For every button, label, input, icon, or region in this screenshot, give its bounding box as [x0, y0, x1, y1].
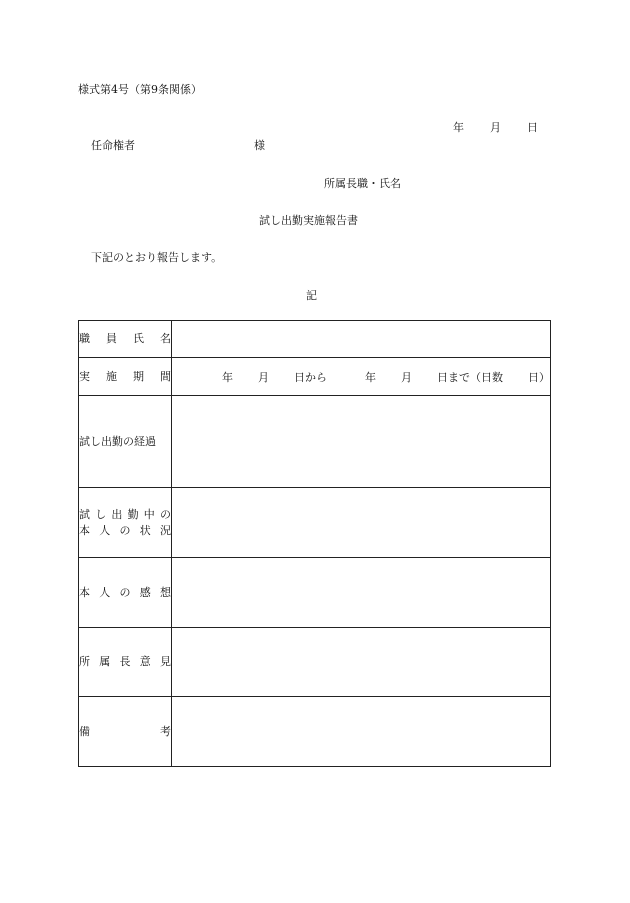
label-char: 感	[139, 585, 151, 599]
label-char: 本	[79, 523, 90, 537]
period-text: 年	[365, 370, 376, 384]
date-day: 日	[527, 121, 538, 134]
table-row	[79, 358, 551, 396]
label-char: 長	[119, 655, 131, 668]
label-char: 期	[133, 369, 144, 383]
ki-heading: 記	[306, 289, 317, 302]
label-char: し	[95, 507, 107, 521]
date-line	[453, 119, 538, 135]
progress-field[interactable]	[172, 396, 551, 488]
label-char: 勤	[127, 507, 139, 521]
remarks-label	[79, 697, 172, 767]
chief-opinion-label	[79, 628, 172, 697]
document-title: 試し出勤実施報告書	[259, 214, 358, 227]
label-char: 備	[79, 724, 90, 738]
date-month: 月	[490, 121, 501, 134]
honorific: 様	[254, 139, 265, 152]
staff-name-field[interactable]	[172, 321, 551, 358]
form-number: 様式第4号（第9条関係）	[78, 83, 202, 96]
appointer: 任命権者	[91, 139, 135, 152]
label-text: 試し出勤の経過	[79, 434, 156, 448]
remarks-field[interactable]	[172, 697, 551, 767]
label-char: の	[119, 523, 131, 537]
table-row	[79, 321, 551, 358]
label-char: の	[119, 585, 131, 599]
impression-field[interactable]	[172, 558, 551, 628]
label-char: 況	[160, 523, 171, 537]
label-char: 所	[79, 655, 90, 668]
period-text: 日まで（日数	[437, 370, 503, 384]
label-char: 施	[106, 369, 117, 383]
table-row	[79, 628, 551, 697]
condition-label	[79, 488, 172, 558]
label-char: の	[159, 507, 171, 521]
label-char: 本	[79, 585, 90, 599]
label-char: 考	[160, 724, 171, 738]
period-field[interactable]	[172, 358, 551, 396]
period-label	[79, 358, 172, 396]
period-text: 年	[222, 370, 233, 384]
period-text: 月	[401, 370, 412, 384]
chief-name: 所属長職・氏名	[324, 177, 401, 190]
label-char: 想	[160, 585, 171, 599]
table-row	[79, 488, 551, 558]
condition-field[interactable]	[172, 488, 551, 558]
label-char: 名	[160, 332, 171, 345]
label-char: 氏	[133, 332, 144, 345]
label-char: 出	[111, 507, 123, 521]
label-char: 属	[99, 655, 111, 668]
staff-name-label	[79, 321, 172, 358]
period-text: 日から	[294, 370, 327, 384]
label-char: 中	[143, 507, 155, 521]
label-char: 試	[79, 507, 90, 521]
report-table	[78, 320, 551, 767]
period-text: 日）	[528, 370, 550, 384]
label-char: 実	[79, 369, 90, 383]
label-char: 状	[139, 523, 151, 537]
intro-text: 下記のとおり報告します。	[91, 251, 223, 264]
label-char: 人	[99, 585, 111, 599]
period-text: 月	[258, 370, 269, 384]
table-row	[79, 697, 551, 767]
label-char: 見	[160, 655, 171, 668]
label-char: 間	[160, 369, 171, 383]
date-year: 年	[453, 121, 464, 134]
chief-opinion-field[interactable]	[172, 628, 551, 697]
label-char: 職	[79, 332, 90, 345]
label-char: 員	[106, 332, 117, 345]
table-row	[79, 396, 551, 488]
label-char: 人	[99, 523, 111, 537]
progress-label	[79, 396, 172, 488]
impression-label	[79, 558, 172, 628]
label-char: 意	[139, 655, 151, 668]
table-row	[79, 558, 551, 628]
